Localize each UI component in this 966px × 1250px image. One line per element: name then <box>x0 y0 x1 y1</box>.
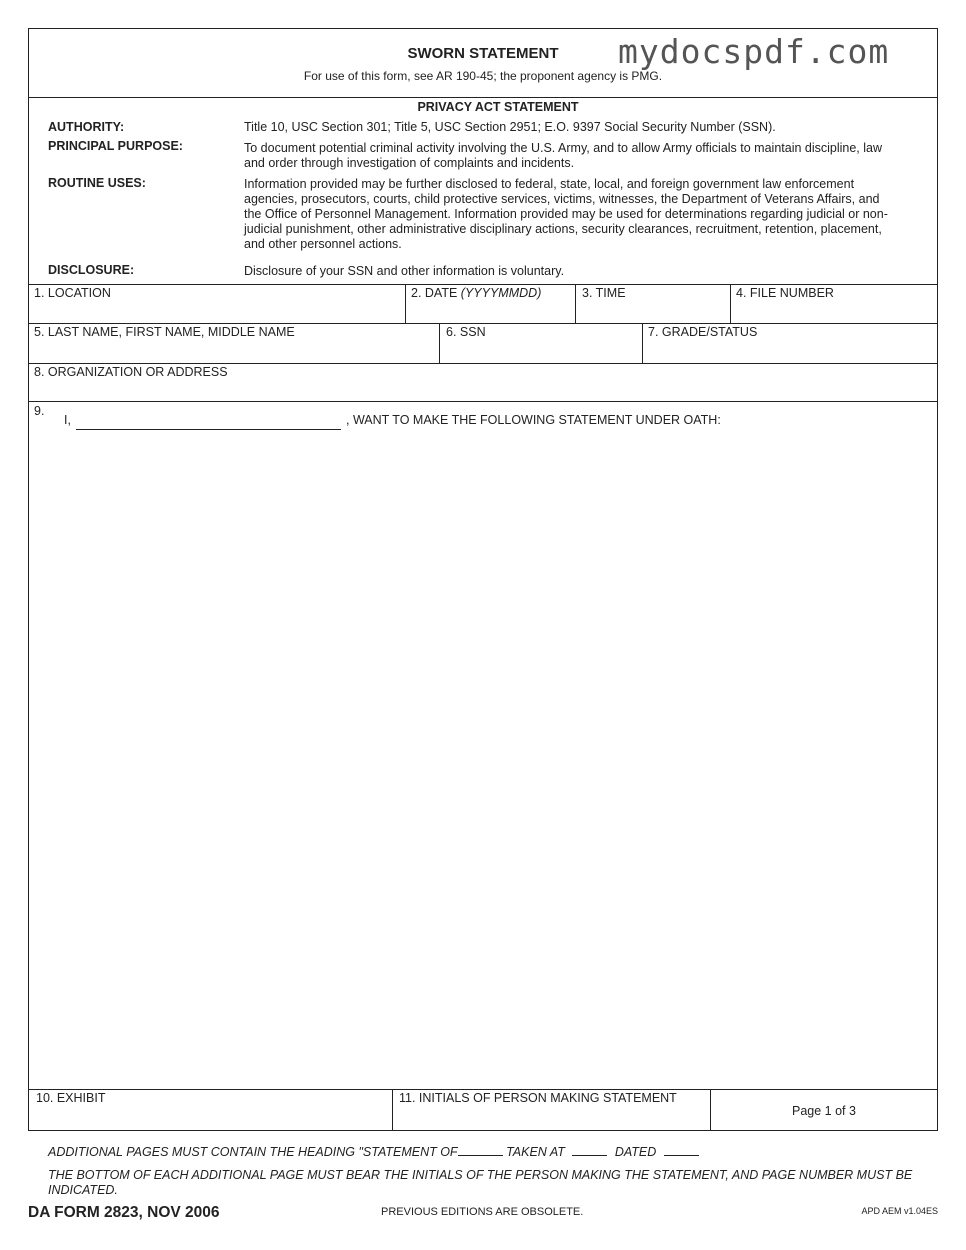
note-dated: DATED <box>614 1145 657 1159</box>
privacy-heading: PRIVACY ACT STATEMENT <box>417 100 579 114</box>
statement-number: 9. <box>34 404 45 418</box>
divider <box>28 323 938 324</box>
note-blank <box>458 1142 503 1156</box>
statement-body[interactable] <box>30 432 936 1087</box>
purpose-label: PRINCIPAL PURPOSE: <box>48 139 183 153</box>
exhibit-field[interactable]: 10. EXHIBIT <box>36 1091 106 1105</box>
page-number: Page 1 of 3 <box>792 1104 856 1118</box>
form-subtitle: For use of this form, see AR 190-45; the proponent agency is PMG. <box>303 69 663 83</box>
version-label: APD AEM v1.04ES <box>861 1206 938 1216</box>
note-blank <box>664 1142 699 1156</box>
initials-field[interactable]: 11. INITIALS OF PERSON MAKING STATEMENT <box>399 1091 677 1105</box>
authority-text: Title 10, USC Section 301; Title 5, USC Section 2951; E.O. 9397 Social Security Number (SSN). <box>244 120 776 134</box>
watermark: mydocspdf.com <box>618 32 890 71</box>
date-field[interactable] <box>411 286 541 300</box>
divider <box>28 401 938 402</box>
statement-oath: , WANT TO MAKE THE FOLLOWING STATEMENT UNDER OATH: <box>346 413 721 427</box>
location-field[interactable]: 1. LOCATION <box>34 286 111 300</box>
authority-label: AUTHORITY: <box>48 120 125 134</box>
uses-text: Information provided may be further disclosed to federal, state, local, and foreign government law enforcement agencies, prosecutors, courts, child protective services, victims, witnesses, the Department of Veterans Affairs, and the Office of Personnel Management. Information provided may be used for determinations regarding judicial or non-judicial punishment, other administrative disciplinary actions, security clearances, recruitment, retention, placement, and other personnel actions. <box>244 177 888 251</box>
statement-name-input[interactable] <box>76 413 341 430</box>
divider <box>730 284 731 323</box>
note-heading-text: ADDITIONAL PAGES MUST CONTAIN THE HEADING "STATEMENT OF <box>48 1145 458 1159</box>
time-field[interactable]: 3. TIME <box>582 286 626 300</box>
note-blank <box>572 1142 607 1156</box>
note-additional-pages <box>48 1142 699 1159</box>
divider <box>439 323 440 363</box>
form-id: DA FORM 2823, NOV 2006 <box>28 1204 220 1221</box>
divider <box>405 284 406 323</box>
divider <box>28 363 938 364</box>
organization-field[interactable]: 8. ORGANIZATION OR ADDRESS <box>34 365 228 379</box>
statement-i: I, <box>64 413 71 427</box>
ssn-field[interactable]: 6. SSN <box>446 325 486 339</box>
divider <box>28 97 938 98</box>
divider <box>28 1089 938 1090</box>
purpose-text: To document potential criminal activity involving the U.S. Army, and to allow Army officials to maintain discipline, law and order through investigation of complaints and incidents. <box>244 141 883 170</box>
date-format: (YYYYMMDD) <box>460 286 542 300</box>
divider <box>392 1089 393 1131</box>
divider <box>28 284 938 285</box>
disclosure-text: Disclosure of your SSN and other information is voluntary. <box>244 264 565 278</box>
note-initials: THE BOTTOM OF EACH ADDITIONAL PAGE MUST BEAR THE INITIALS OF THE PERSON MAKING THE STATEMENT, AND PAGE NUMBER MUST BE INDICATED. <box>48 1168 913 1197</box>
name-field[interactable]: 5. LAST NAME, FIRST NAME, MIDDLE NAME <box>34 325 295 339</box>
grade-status-field[interactable]: 7. GRADE/STATUS <box>648 325 758 339</box>
form-title: SWORN STATEMENT <box>407 45 559 62</box>
obsolete-notice: PREVIOUS EDITIONS ARE OBSOLETE. <box>381 1206 584 1218</box>
divider <box>575 284 576 323</box>
note-taken-at: TAKEN AT <box>506 1145 565 1159</box>
uses-label: ROUTINE USES: <box>48 176 146 190</box>
divider <box>642 323 643 363</box>
disclosure-label: DISCLOSURE: <box>48 263 135 277</box>
file-number-field[interactable]: 4. FILE NUMBER <box>736 286 834 300</box>
date-label: 2. DATE <box>411 286 458 300</box>
